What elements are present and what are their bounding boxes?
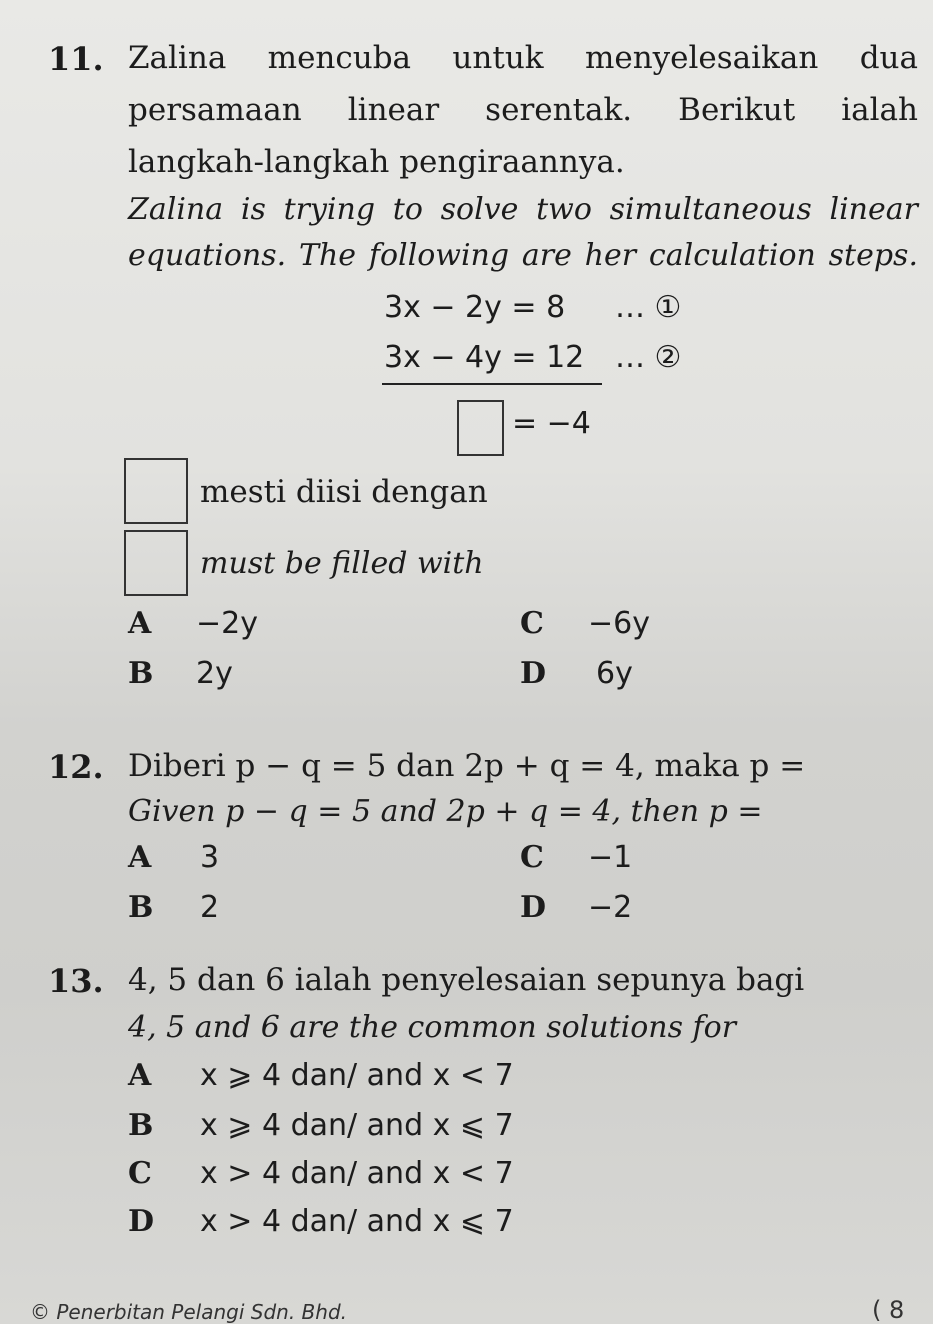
q13-option-a-value[interactable]: x ⩾ 4 dan/ and x < 7 <box>200 1058 514 1093</box>
q11-text-en-line2: equations. The following are her calculation steps. <box>128 238 918 273</box>
q12-option-b-letter[interactable]: B <box>128 890 154 925</box>
q12-option-a-value[interactable]: 3 <box>200 840 220 875</box>
q13-option-c-value[interactable]: x > 4 dan/ and x < 7 <box>200 1156 514 1191</box>
footer-publisher: © Penerbitan Pelangi Sdn. Bhd. <box>30 1300 348 1324</box>
q12-text-ms: Diberi p − q = 5 dan 2p + q = 4, maka p = <box>128 748 806 784</box>
q13-number: 13. <box>48 962 104 1000</box>
q11-option-c-letter[interactable]: C <box>520 606 544 641</box>
q13-text-ms: 4, 5 dan 6 ialah penyelesaian sepunya bagi <box>128 962 805 998</box>
answer-box-blank <box>457 400 504 456</box>
equation-1: 3x − 2y = 8 <box>384 290 566 325</box>
q12-number: 12. <box>48 748 104 786</box>
box-symbol-ms <box>124 458 188 524</box>
q12-option-c-letter[interactable]: C <box>520 840 544 875</box>
q12-option-d-value[interactable]: −2 <box>588 890 633 925</box>
equation-2: 3x − 4y = 12 <box>384 340 585 375</box>
q11-number: 11. <box>48 40 104 78</box>
q12-option-b-value[interactable]: 2 <box>200 890 220 925</box>
q11-option-c-value[interactable]: −6y <box>588 606 650 641</box>
q11-text-ms-line3: langkah-langkah pengiraannya. <box>128 144 625 180</box>
q11-text-en-line1: Zalina is trying to solve two simultaneous linear <box>128 192 918 227</box>
q12-option-c-value[interactable]: −1 <box>588 840 633 875</box>
box-note-en: must be filled with <box>200 546 484 581</box>
result-rhs: = −4 <box>512 406 591 441</box>
footer-page-fragment: ( 8 <box>872 1296 905 1324</box>
q13-option-a-letter[interactable]: A <box>128 1058 152 1093</box>
q12-option-d-letter[interactable]: D <box>520 890 547 925</box>
q12-option-a-letter[interactable]: A <box>128 840 152 875</box>
q13-option-b-letter[interactable]: B <box>128 1108 154 1143</box>
q12-text-en: Given p − q = 5 and 2p + q = 4, then p = <box>128 794 763 829</box>
q11-option-a-value[interactable]: −2y <box>196 606 258 641</box>
q11-option-b-value[interactable]: 2y <box>196 656 233 691</box>
q13-option-b-value[interactable]: x ⩾ 4 dan/ and x ⩽ 7 <box>200 1108 514 1143</box>
q11-text-ms-line2: persamaan linear serentak. Berikut ialah <box>128 92 918 128</box>
q11-option-a-letter[interactable]: A <box>128 606 152 641</box>
equation-2-marker: … ② <box>615 340 682 375</box>
q11-option-d-value[interactable]: 6y <box>596 656 633 691</box>
q13-option-d-letter[interactable]: D <box>128 1204 155 1239</box>
q11-option-d-letter[interactable]: D <box>520 656 547 691</box>
q11-text-ms-line1: Zalina mencuba untuk menyelesaikan dua <box>128 40 918 76</box>
q13-text-en: 4, 5 and 6 are the common solutions for <box>128 1010 737 1045</box>
q11-option-b-letter[interactable]: B <box>128 656 154 691</box>
equation-1-marker: … ① <box>615 290 682 325</box>
subtraction-line <box>382 383 602 385</box>
q13-option-d-value[interactable]: x > 4 dan/ and x ⩽ 7 <box>200 1204 514 1239</box>
q13-option-c-letter[interactable]: C <box>128 1156 152 1191</box>
box-note-ms: mesti diisi dengan <box>200 474 488 510</box>
box-symbol-en <box>124 530 188 596</box>
